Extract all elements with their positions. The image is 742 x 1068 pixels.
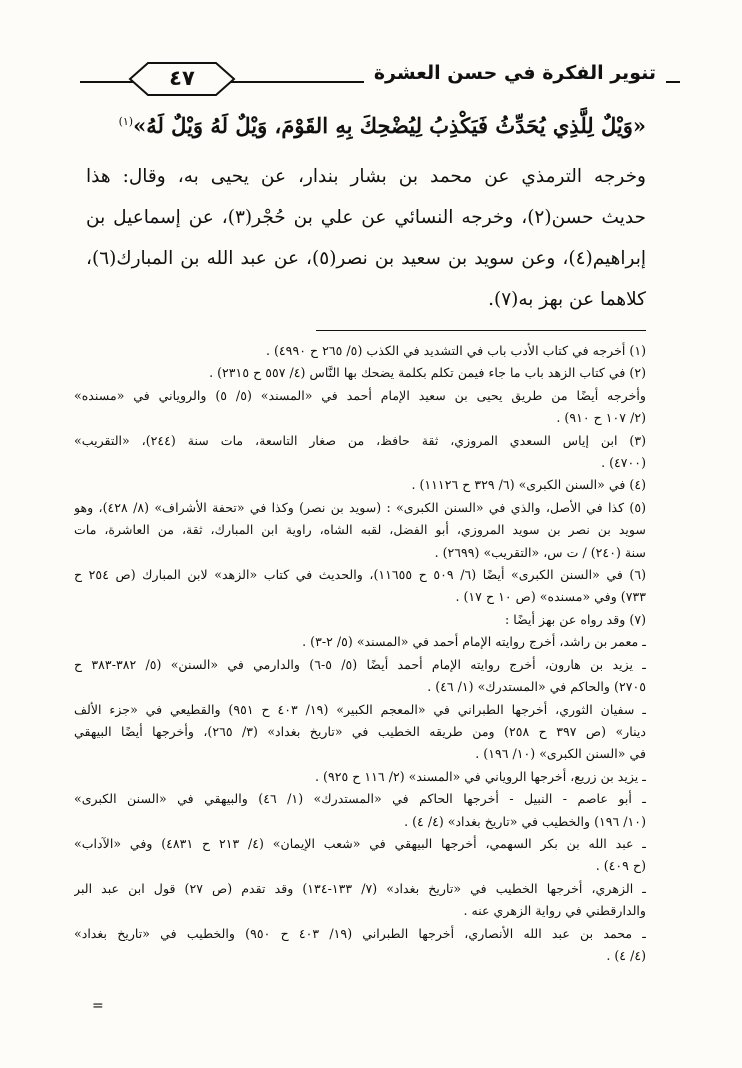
footnote-7-item [74,766,646,788]
footnote-line: ـ الزهري، أخرجها الخطيب في «تاريخ بغداد» (٧/ ١٣٣-١٣٤) وقد تقدم (ص ٢٧) قول ابن عبد البر [74,880,646,896]
footnote-line: (٦) في «السنن الكبرى» أيضًا (٦/ ٥٠٩ ح ١١٦٥٥)، والحديث في كتاب «الزهد» لابن المبارك (ص ٢٥٤ ح [74,567,646,583]
footnote-5 [74,497,646,564]
page-number-badge [128,60,236,98]
footnote-line: سنة (٢٤٠) / ت س، «التقريب» (٢٦٩٩) . [434,544,646,560]
footnote-line: ـ معمر بن راشد، أخرج روايته الإمام أحمد في «المسند» (٥/ ٢-٣) . [302,634,646,650]
hadith-text: «وَيْلٌ لِلَّذِي يُحَدِّثُ فَيَكْذِبُ لِيُضْحِكَ بِهِ القَوْمَ، وَيْلٌ لَهُ وَيْلٌ لَهُ» [133,113,646,138]
footnote-line: ـ يزيد بن زريع، أخرجها الروياني في «المسند» (٢/ ١١٦ ح ٩٢٥) . [315,768,646,784]
footnote-line: (٤) في «السنن الكبرى» (٦/ ٣٢٩ ح ١١١٢٦) . [411,477,646,493]
footnote-line: ٢٧٠٥) والحاكم في «المستدرك» (١/ ٤٦) . [427,679,646,695]
footnote-2 [74,362,646,429]
paragraph-line: إبراهيم(٤)، وعن سويد بن سعيد بن نصر(٥)، عن عبد الله بن المبارك(٦)، [86,248,647,269]
footnote-line: في «السنن الكبرى» (١٠/ ١٩٦) . [475,746,646,762]
footnote-line: ـ يزيد بن هارون، أخرج روايته الإمام أحمد أيضًا (٥/ ٥-٦) والدارمي في «السنن» (٥/ ٣٨٢-٣٨٣ ح [74,656,646,672]
footnote-line: (٤٧٠٠) . [601,455,646,471]
footnote-line: ـ أبو عاصم - النبيل - أخرجها الحاكم في «المستدرك» (١/ ٤٦) والبيهقي في «السنن الكبرى» [74,791,646,807]
page-number: ٤٧ [169,66,195,90]
footnote-4 [74,474,646,496]
footnote-line: (٢) في كتاب الزهد باب ما جاء فيمن تكلم بكلمة يضحك بها النَّاس (٤/ ٥٥٧ ح ٢٣١٥) . [209,365,646,381]
footnote-7-item [74,878,646,923]
paragraph-line: كلاهما عن بهز به(٧). [488,289,646,310]
main-paragraph [86,156,646,320]
footnote-line: سويد بن نصر بن سويد المروزي، أبو الفضل، لقبه الشاه، راوية ابن المبارك، ثقة، من العاشرة، مات [74,522,646,538]
footnote-line: وأخرجه أيضًا من طريق يحيى بن سعيد الإمام أحمد في «المسند» (٥/ ٥) والروياني في «مسنده» [74,387,646,403]
hadith-ref: (١) [118,115,134,128]
footnote-3 [74,430,646,475]
hadith-quote [76,104,646,144]
footnote-line: ـ عبد الله بن بكر السهمي، أخرجها البيهقي في «شعب الإيمان» (٤/ ٢١٣ ح ٤٨٣١) وفي «الآداب» [74,835,646,851]
footnote-7-item [74,923,646,968]
paragraph-line: وخرجه الترمذي عن محمد بن بشار بندار، عن يحيى به، وقال: هذا [86,166,646,187]
footnote-line: (١) أخرجه في كتاب الأدب باب في التشديد في الكذب (٥/ ٢٦٥ ح ٤٩٩٠) . [266,343,646,358]
footnote-line: ـ محمد بن عبد الله الأنصاري، أخرجها الطبراني (١٩/ ٤٠٣ ح ٩٥٠) والخطيب في «تاريخ بغداد» [74,925,646,941]
footnotes [74,340,646,967]
footnote-7-item [74,699,646,766]
footnote-line: ٧٣٣) وفي «مسنده» (ص ١٠ ح ١٧) . [455,589,646,605]
footnote-line: دينار» (ص ٣٩٧ ح ٢٥٨) ومن طريقه الخطيب في «تاريخ بغداد» (٣/ ٢٦٥)، وأخرجها أيضًا البيهقي [74,723,646,739]
running-title: تنوير الفكرة في حسن العشرة [364,62,666,84]
footnote-7 [74,609,646,631]
footnote-separator [316,330,646,331]
continuation-mark: = [92,998,104,1014]
paragraph-line: حديث حسن(٢)، وخرجه النسائي عن علي بن حُجْر(٣)، عن إسماعيل بن [86,207,646,228]
footnote-7-item [74,631,646,653]
footnote-line: والدارقطني في رواية الزهري عنه . [463,903,646,919]
footnote-line: (ح ٤٠٩) . [595,858,646,874]
page-header [80,58,680,100]
footnote-7-item [74,788,646,833]
footnote-line: (٧) وقد رواه عن بهز أيضًا : [505,611,646,627]
footnote-line: (١٠/ ١٩٦) والخطيب في «تاريخ بغداد» (٤/ ٤) . [404,813,646,829]
footnote-1 [74,340,646,362]
footnote-line: (٥) كذا في الأصل، والذي في «السنن الكبرى» : (سويد بن نصر) وكذا في «تحفة الأشراف» (٨/ ٤٢٨)، وهو [74,499,646,515]
footnote-7-item [74,654,646,699]
footnote-line: (٣) ابن إياس السعدي المروزي، ثقة حافظ، من صغار التاسعة، مات سنة (٢٤٤)، «التقريب» [74,432,646,448]
footnote-7-item [74,833,646,878]
footnote-line: (٤/ ٤) . [606,947,646,963]
footnote-line: (٢/ ١٠٧ ح ٩١٠) . [556,410,646,426]
footnote-6 [74,564,646,609]
footnote-line: ـ سفيان الثوري، أخرجها الطبراني في «المعجم الكبير» (١٩/ ٤٠٣ ح ٩٥١) والقطيعي في «جزء الألف [74,701,646,717]
